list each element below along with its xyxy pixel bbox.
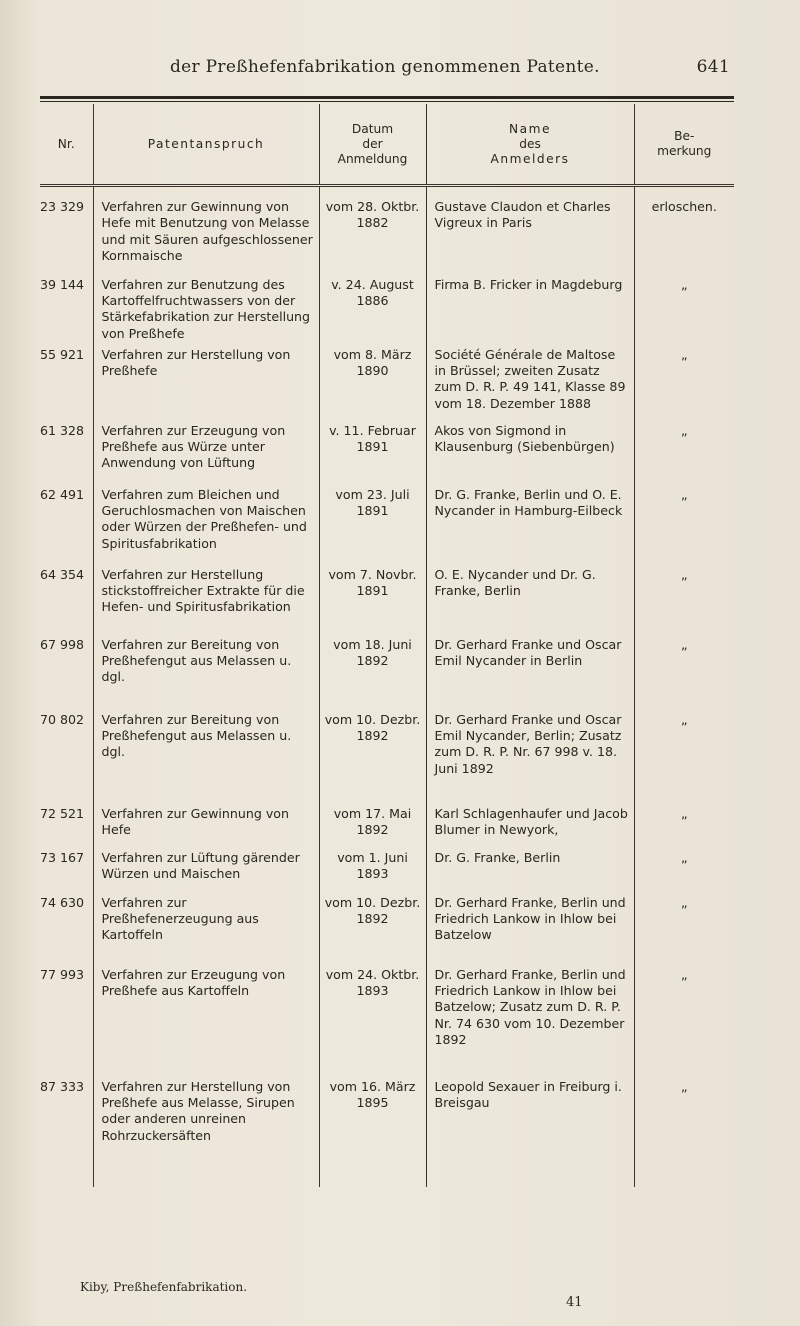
remark: „: [634, 423, 734, 487]
remark: erloschen.: [634, 186, 734, 277]
patent-number: 64 354: [40, 566, 85, 582]
application-date: vom 8. März 1890: [319, 347, 426, 423]
remark: „: [634, 277, 734, 347]
table-row: [40, 423, 734, 487]
applicant-name: Dr. G. Franke, Berlin und O. E. Nycander in Hamburg-Eilbeck: [426, 487, 634, 567]
patent-claim: Verfahren zur Herstellung stickstoffreicher Extrakte für die Hefen- und Spiritusfabrikation: [93, 567, 319, 637]
patent-number: 67 998: [40, 636, 85, 652]
page-number: 641: [696, 57, 730, 77]
application-date: vom 16. März 1895: [319, 1079, 426, 1187]
patent-number: 62 491: [40, 486, 85, 502]
applicant-name: Société Générale de Maltose in Brüssel; zweiten Zusatz zum D. R. P. 49 141, Klasse 89 vom 18. Dezember 1888: [426, 347, 634, 423]
applicant-name: O. E. Nycander und Dr. G. Franke, Berlin: [426, 567, 634, 637]
col-header-remark: Be- merkung: [634, 104, 734, 186]
applicant-name: Dr. Gerhard Franke und Oscar Emil Nycander in Berlin: [426, 637, 634, 712]
remark: „: [634, 895, 734, 967]
header-rule-thin: [40, 101, 734, 102]
table-body: [40, 186, 734, 1187]
patent-claim: Verfahren zur Herstellung von Preßhefe aus Melasse, Sirupen oder anderen unreinen Rohrzuckersäften: [93, 1079, 319, 1187]
application-date: v. 24. August 1886: [319, 277, 426, 347]
col-header-date: Datum der Anmeldung: [319, 104, 426, 186]
applicant-name: Dr. Gerhard Franke, Berlin und Friedrich Lankow in Ihlow bei Batzelow; Zusatz zum D. R. P. Nr. 74 630 vom 10. Dezember 1892: [426, 967, 634, 1079]
table-row: [40, 567, 734, 637]
patent-claim: Verfahren zur Preßhefenerzeugung aus Kartoffeln: [93, 895, 319, 967]
application-date: vom 10. Dezbr. 1892: [319, 895, 426, 967]
patent-number: 72 521: [40, 805, 85, 821]
running-title: der Preßhefenfabrikation genommenen Patente.: [170, 57, 600, 77]
patent-claim: Verfahren zur Lüftung gärender Würzen und Maischen: [93, 850, 319, 895]
patent-claim: Verfahren zur Erzeugung von Preßhefe aus Kartoffeln: [93, 967, 319, 1079]
application-date: vom 17. Mai 1892: [319, 806, 426, 850]
application-date: vom 28. Oktbr. 1882: [319, 186, 426, 277]
footer-signature: 41: [566, 1295, 583, 1310]
application-date: vom 18. Juni 1892: [319, 637, 426, 712]
remark: „: [634, 850, 734, 895]
applicant-name: Akos von Sigmond in Klausenburg (Siebenbürgen): [426, 423, 634, 487]
application-date: vom 7. Novbr. 1891: [319, 567, 426, 637]
applicant-name: Leopold Sexauer in Freiburg i. Breisgau: [426, 1079, 634, 1187]
patent-claim: Verfahren zur Benutzung des Kartoffelfruchtwassers von der Stärkefabrikation zur Herstellung von Preßhefe: [93, 277, 319, 347]
remark: „: [634, 1079, 734, 1187]
patent-claim: Verfahren zur Gewinnung von Hefe mit Benutzung von Melasse und mit Säuren aufgeschlossener Kornmaische: [93, 186, 319, 277]
table-row: [40, 186, 734, 277]
patent-number: 74 630: [40, 894, 85, 910]
applicant-name: Dr. Gerhard Franke und Oscar Emil Nycander, Berlin; Zusatz zum D. R. P. Nr. 67 998 v. 18. Juni 1892: [426, 712, 634, 806]
col-header-claim: Patentanspruch: [93, 104, 319, 186]
patent-number: 61 328: [40, 422, 85, 438]
patent-claim: Verfahren zur Bereitung von Preßhefengut aus Melassen u. dgl.: [93, 712, 319, 806]
table-row: [40, 277, 734, 347]
applicant-name: Dr. Gerhard Franke, Berlin und Friedrich Lankow in Ihlow bei Batzelow: [426, 895, 634, 967]
patents-table: [40, 104, 734, 1187]
patent-claim: Verfahren zum Bleichen und Geruchlosmachen von Maischen oder Würzen der Preßhefen- und Spiritusfabrikation: [93, 487, 319, 567]
applicant-name: Dr. G. Franke, Berlin: [426, 850, 634, 895]
table-row: [40, 347, 734, 423]
applicant-name: Karl Schlagenhaufer und Jacob Blumer in Newyork,: [426, 806, 634, 850]
patent-number: 70 802: [40, 711, 85, 727]
remark: „: [634, 637, 734, 712]
applicant-name: Firma B. Fricker in Magdeburg: [426, 277, 634, 347]
patent-claim: Verfahren zur Bereitung von Preßhefengut aus Melassen u. dgl.: [93, 637, 319, 712]
table-row: [40, 712, 734, 806]
patent-number: 77 993: [40, 966, 85, 982]
patent-number: 73 167: [40, 849, 85, 865]
header-rule-thick: [40, 96, 734, 99]
patent-number: 87 333: [40, 1078, 85, 1094]
patent-claim: Verfahren zur Gewinnung von Hefe: [93, 806, 319, 850]
table-row: [40, 1079, 734, 1187]
remark: „: [634, 347, 734, 423]
remark: „: [634, 967, 734, 1079]
patent-number: 55 921: [40, 346, 85, 362]
application-date: v. 11. Februar 1891: [319, 423, 426, 487]
col-header-nr: Nr.: [57, 136, 75, 151]
remark: „: [634, 806, 734, 850]
application-date: vom 23. Juli 1891: [319, 487, 426, 567]
patent-number: 39 144: [40, 276, 85, 292]
remark: „: [634, 487, 734, 567]
table-row: [40, 806, 734, 850]
table-row: [40, 895, 734, 967]
col-header-name: Name des Anmelders: [426, 104, 634, 186]
table-header-row: [40, 104, 734, 186]
patent-number: 23 329: [40, 199, 85, 214]
footer-source: Kiby, Preßhefenfabrikation.: [80, 1280, 248, 1294]
remark: „: [634, 712, 734, 806]
applicant-name: Gustave Claudon et Charles Vigreux in Paris: [426, 186, 634, 277]
table-row: [40, 637, 734, 712]
patent-claim: Verfahren zur Erzeugung von Preßhefe aus Würze unter Anwendung von Lüftung: [93, 423, 319, 487]
patent-claim: Verfahren zur Herstellung von Preßhefe: [93, 347, 319, 423]
table-row: [40, 487, 734, 567]
table-row: [40, 850, 734, 895]
remark: „: [634, 567, 734, 637]
application-date: vom 10. Dezbr. 1892: [319, 712, 426, 806]
application-date: vom 24. Oktbr. 1893: [319, 967, 426, 1079]
application-date: vom 1. Juni 1893: [319, 850, 426, 895]
table-row: [40, 967, 734, 1079]
